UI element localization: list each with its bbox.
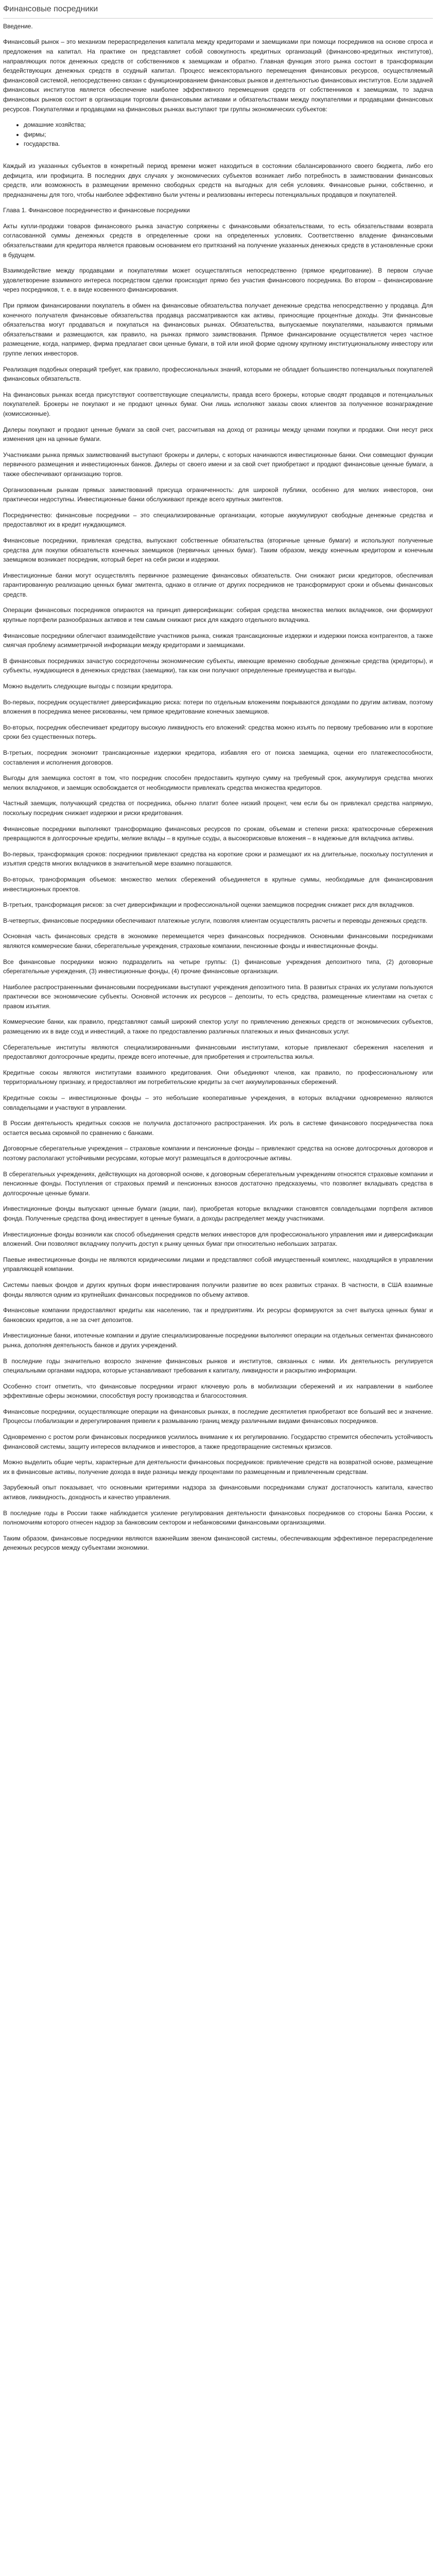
paragraphs-section-a <box>3 37 433 114</box>
paragraph: Финансовый рынок – это механизм перераспределения капитала между кредиторами и заемщиками при помощи посредников на основе спроса и предложения на капитал. На практике он представляет собой совокупность кредитных организаций (финансово-кредитных институтов), направляющих поток денежных средств от собственников к заемщикам и обратно. Главная функция этого рынка состоит в трансформации бездействующих денежных средств в ссудный капитал. Процесс межсекторального перемещения финансовых ресурсов, осуществляемый финансовой системой, непосредственно связан с функционированием финансовых рынков и деятельностью финансовых институтов. Если задачей финансовых институтов является обеспечение наиболее эффективного перемещения средств от собственников к заемщикам, то задача финансовых рынков состоит в организации торговли финансовыми активами и обязательствами между покупателями и продавцами финансовых ресурсов. Покупателями и продавцами на финансовых рынках выступают три группы экономических субъектов: <box>3 38 433 113</box>
paragraph: Взаимодействие между продавцами и покупателями может осуществляться непосредственно (прямое кредитование). В первом случае удовлетворение взаимного интереса посредством сделки происходит прямо без участия финансового посредника. Во втором – финансирование через посредников, т. е. в виде косвенного финансирования. <box>3 267 433 294</box>
paragraph: Во-первых, посредник осуществляет диверсификацию риска: потери по отдельным вложениям покрываются доходами по другим активам, поэтому вложения в посредника менее рискованны, чем прямое кредитование конечных заемщиков. <box>3 698 433 716</box>
paragraph: При прямом финансировании покупатель в обмен на финансовые обязательства получает денежные средства непосредственно у продавца. Для конечного получателя финансовые обязательства продавца рассматриваются как активы, приносящие процентные доходы. Эти финансовые обязательства могут продаваться и покупаться на финансовых рынках. Обязательства, выпускаемые покупателями, называются прямыми обязательствами и размещаются, как правило, на рынках прямого заимствования. Прямое финансирование осуществляется через частное размещение, когда, например, фирма предлагает свои ценные бумаги, в той или иной форме одному крупному институциональному инвестору или группе легких инвесторов. <box>3 302 433 358</box>
page-title: Финансовые посредники <box>3 3 433 19</box>
paragraph: Кредитные союзы – инвестиционные фонды – это небольшие кооперативные учреждения, в которых вкладчики одновременно являются совладельцами и участвуют в управлении. <box>3 1094 433 1111</box>
paragraph: Глава 1. Финансовое посредничество и финансовые посредники <box>3 207 190 214</box>
paragraph: Финансовые посредники выполняют трансформацию финансовых ресурсов по срокам, объемам и степени риска: краткосрочные сбережения превращаются в долгосрочные кредиты, мелкие вклады – в крупные ссуды, а высокорисковые вложения – в надежные для вкладчика активы. <box>3 825 433 842</box>
paragraph: Финансовые посредники, привлекая средства, выпускают собственные обязательства (вторичные ценные бумаги) и используют полученные средства для покупки обязательств конечных заемщиков (первичных ценных бумаг). Таким образом, между конечным кредитором и конечным заемщиком возникает посредник, который берет на себя риски и издержки. <box>3 536 433 564</box>
paragraph: Инвестиционные фонды выпускают ценные бумаги (акции, паи), приобретая которые вкладчики становятся совладельцами портфеля активов фонда. Полученные средства фонд инвестирует в ценные бумаги, а доходы распределяет между участниками. <box>3 1205 433 1222</box>
paragraph: Инвестиционные банки могут осуществлять первичное размещение финансовых обязательств. Они снижают риски кредиторов, обеспечивая гарантированную реализацию ценных бумаг эмитента, однако в отличие от других посредников не трансформируют сроки и объемы финансовых средств. <box>3 571 433 598</box>
paragraph: Наиболее распространенными финансовыми посредниками выступают учреждения депозитного типа. В развитых странах их услугами пользуются практически все экономические субъекты. Основной источник их ресурсов – депозиты, то есть средства, размещенные клиентами на счетах с правом изъятия. <box>3 983 433 1010</box>
paragraph: Зарубежный опыт показывает, что основными критериями надзора за финансовыми посредниками служат достаточность капитала, качество активов, ликвидность, доходность и качество управления. <box>3 1484 433 1501</box>
paragraph: Коммерческие банки, как правило, представляют самый широкий спектор услуг по привлечению денежных средств от экономических субъектов, размещению их в виде ссуд и инвестиций, а также по предоставлению различных платежных и иных финансовых услуг. <box>3 1018 433 1036</box>
paragraph: Акты купли-продажи товаров финансового рынка зачастую сопряжены с финансовыми обязательствами, то есть обязательствами возврата согласованной суммы денежных средств в определенные сроки на определенных условиях. Соответственно владение финансовыми обязательствами для кредитора является правовым основанием его притязаний на получение указанных денежных средств в установленные сроки в будущем. <box>3 222 433 259</box>
paragraph: В финансовых посредниках зачастую сосредоточены экономические субъекты, имеющие временно свободные денежные средства (кредиторы), и субъекты, нуждающиеся в денежных средствах (заемщики), так как они получают определенные преимущества и выгоды. <box>3 657 433 674</box>
paragraph: Все финансовые посредники можно подразделить на четыре группы: (1) финансовые учреждения депозитного типа, (2) договорные сберегательные учреждения, (3) инвестиционные фонды, (4) прочие финансовые организации. <box>3 958 433 975</box>
paragraph: Реализация подобных операций требует, как правило, профессиональных знаний, которыми не обладает большинство потенциальных покупателей финансовых обязательств. <box>3 365 433 383</box>
paragraph: В-третьих, посредник экономит трансакционные издержки кредитора, избавляя его от поиска заемщика, оценки его платежеспособности, составления и исполнения договоров. <box>3 749 433 766</box>
paragraph: Финансовые посредники, осуществляющие операции на финансовых рынках, в последние десятилетия приобретают все больший вес и значение. Процессы глобализации и дерегулирования привели к размыванию границ между различными видами финансовых посредников. <box>3 1408 433 1425</box>
paragraph: Инвестиционные фонды возникли как способ объединения средств мелких инвесторов для профессионального управления ими и диверсификации вложений. Они позволяют вкладчику получить доступ к рынку ценных бумаг при относительно небольших затратах. <box>3 1230 433 1248</box>
spacer <box>3 155 433 161</box>
paragraph: Финансовые компании предоставляют кредиты как населению, так и предприятиям. Их ресурсы формируются за счет выпуска ценных бумаг и банковских кредитов, а не за счет депозитов. <box>3 1307 433 1324</box>
paragraph: Системы паевых фондов и других крупных форм инвестирования получили развитие во всех развитых странах. В частности, в США взаимные фонды являются одним из крупнейших финансовых посредников по объему активов. <box>3 1281 433 1298</box>
paragraph: В-четвертых, финансовые посредники обеспечивают платежные услуги, позволяя клиентам осуществлять расчеты и переводы денежных средств. <box>3 917 428 924</box>
paragraph: Выгоды для заемщика состоят в том, что посредник способен предоставить крупную сумму на требуемый срок, аккумулируя средства многих мелких вкладчиков, и заемщик освобождается от необходимости привлекать средства множества кредиторов. <box>3 774 433 791</box>
paragraph: Сберегательные институты являются специализированными финансовыми институтами, которые привлекают сбережения населения и предоставляют долгосрочные кредиты, прежде всего ипотечные, для приобретения и строительства жилья. <box>3 1043 433 1061</box>
paragraph: В сберегательных учреждениях, действующих на договорной основе, к договорным сберегательным учреждениям относятся страховые компании и пенсионные фонды. Поступления от страховых премий и пенсионных взносов достаточно предсказуемы, что позволяет вкладывать средства в долгосрочные ценные бумаги. <box>3 1170 433 1197</box>
paragraph: Основная часть финансовых средств в экономике перемещается через финансовых посредников. Основными финансовыми посредниками являются коммерческие банки, сберегательные учреждения, страховые компании, пенсионные фонды и инвестиционные фонды. <box>3 933 433 950</box>
list-item: • фирмы; <box>24 130 433 140</box>
paragraph: Инвестиционные банки, ипотечные компании и другие специализированные посредники выполняют операции на отдельных сегментах финансового рынка, дополняя деятельность банков и других учреждений. <box>3 1332 433 1349</box>
paragraph: Организованным рынкам прямых заимствований присуща ограниченность: для широкой публики, особенно для мелких инвесторов, они практически недоступны. Инвестиционные банки обслуживают прежде всего крупных эмитентов. <box>3 486 433 503</box>
paragraph: Финансовые посредники облегчают взаимодействие участников рынка, снижая трансакционные издержки и издержки поиска контрагентов, а также смягчая проблему асимметричной информации между кредиторами и заемщиками. <box>3 632 433 649</box>
paragraph: Особенно стоит отметить, что финансовые посредники играют ключевую роль в мобилизации сбережений и их направлении в наиболее эффективные сферы экономики, способствуя росту производства и благосостояния. <box>3 1382 433 1400</box>
paragraph: Паевые инвестиционные фонды не являются юридическими лицами и представляют собой имущественный комплекс, находящийся в управлении управляющей компании. <box>3 1256 433 1273</box>
paragraphs-section-f <box>3 1407 433 1553</box>
paragraphs-section-b <box>3 161 433 691</box>
paragraph: Можно выделить общие черты, характерные для деятельности финансовых посредников: привлечение средств на возвратной основе, размещение их в финансовые активы, получение дохода в виде разницы между процентами по размещенным и привлеченным средствам. <box>3 1459 433 1476</box>
paragraph: Таким образом, финансовые посредники являются важнейшим звеном финансовой системы, обеспечивающим эффективное перераспределение денежных ресурсов между субъектами экономики. <box>3 1534 433 1552</box>
paragraph: На финансовых рынках всегда присутствуют соответствующие специалисты, правда всего брокеры, которые сводят продавцов и потенциальных покупателей. Брокеры не покупают и не продают ценных бумаг. Они лишь исполняют заказы своих клиентов за полученное вознаграждение (комиссионные). <box>3 391 433 417</box>
paragraph: Операции финансовых посредников опираются на принцип диверсификации: собирая средства множества мелких вкладчиков, они формируют крупные портфели разнообразных активов и тем самым снижают риск для каждого отдельного вкладчика. <box>3 606 433 624</box>
paragraph: Кредитные союзы являются институтами взаимного кредитования. Они объединяют членов, как правило, по профессиональному или территориальному признаку, и предоставляют им потребительские кредиты за счет аккумулированных сбережений. <box>3 1069 433 1086</box>
paragraph: В-третьих, трансформация рисков: за счет диверсификации и профессиональной оценки заемщиков посредник снижает риск для вкладчиков. <box>3 901 414 909</box>
intro-label: Введение. <box>3 22 33 30</box>
paragraph: Частный заемщик, получающий средства от посредника, обычно платит более низкий процент, чем если бы он привлекал средства напрямую, поскольку посредник снижает издержки и риски кредитования. <box>3 800 433 817</box>
paragraphs-section-e <box>3 1118 433 1401</box>
paragraph: Договорные сберегательные учреждения – страховые компании и пенсионные фонды – привлекают средства на основе долгосрочных договоров и поэтому располагают устойчивыми ресурсами, которые могут размещаться в долгосрочные активы. <box>3 1145 433 1162</box>
paragraph: В последние годы в России также наблюдается усиление регулирования деятельности финансовых посредников со стороны Банка России, к полномочиям которого отнесен надзор за банковским сектором и небанковскими финансовыми организациями. <box>3 1509 433 1527</box>
paragraph: Во-вторых, трансформация объемов: множество мелких сбережений объединяется в крупные суммы, необходимые для финансирования инвестиционных проектов. <box>3 875 433 893</box>
paragraph: Во-вторых, посредник обеспечивает кредитору высокую ликвидность его вложений: средства можно изъять по первому требованию или в короткие сроки без существенных потерь. <box>3 723 433 741</box>
paragraphs-section-c <box>3 698 433 976</box>
paragraph: В последние годы значительно возросло значение финансовых рынков и институтов, связанных с ними. Их деятельность регулируется специальными органами надзора, которые устанавливают требования к капиталу, ликвидности и раскрытию информации. <box>3 1357 433 1375</box>
subjects-list <box>18 120 433 149</box>
paragraph: Во-первых, трансформация сроков: посредники привлекают средства на короткие сроки и размещают их на длительные, поскольку поступления и изъятия средств многих вкладчиков в значительной мере взаимно погашаются. <box>3 850 433 868</box>
list-item: • домашние хозяйства; <box>24 120 433 130</box>
paragraph: В России деятельность кредитных союзов не получила достаточного распространения. Их роль в системе финансового посредничества пока остается весьма скромной по сравнению с банками. <box>3 1120 433 1137</box>
paragraph: Посредничество: финансовые посредники – это специализированные организации, которые аккумулируют свободные денежные средства и предоставляют их в кредит нуждающимся. <box>3 511 433 529</box>
paragraph: Дилеры покупают и продают ценные бумаги за свой счет, рассчитывая на доход от разницы между ценами покупки и продажи. Они несут риск изменения цен на ценные бумаги. <box>3 426 433 443</box>
paragraphs-section-d <box>3 982 433 1113</box>
paragraph: Можно выделить следующие выгоды с позиции кредитора. <box>3 683 173 690</box>
paragraph: Каждый из указанных субъектов в конкретный период времени может находиться в состоянии сбалансированного своего бюджета, либо его дефицита, или профицита. В последних двух случаях у экономических субъектов возникает либо потребность в заимствовании финансовых средств, или возможность в размещении временно свободных средств на выгодных для себя условиях. Финансовые рынки, собственно, и предназначены для того, чтобы наиболее эффективно были учтены и реализованы интересы потенциальных продавцов и покупателей. <box>3 162 433 198</box>
paragraph: Участниками рынка прямых заимствований выступают брокеры и дилеры, с которых начинаются инвестиционные банки. Они совмещают функции первичного размещения и инвестиционных банков. Дилеры от своего имени и за свой счет приобретают и продают финансовые ценные бумаги, а также обеспечивают организацию торгов. <box>3 451 433 478</box>
paragraph: Одновременно с ростом роли финансовых посредников усилилось внимание к их регулированию. Государство стремится обеспечить устойчивость финансовой системы, защиту интересов вкладчиков и инвесторов, а также предотвращение системных кризисов. <box>3 1433 433 1450</box>
list-item: • государства. <box>24 139 433 149</box>
